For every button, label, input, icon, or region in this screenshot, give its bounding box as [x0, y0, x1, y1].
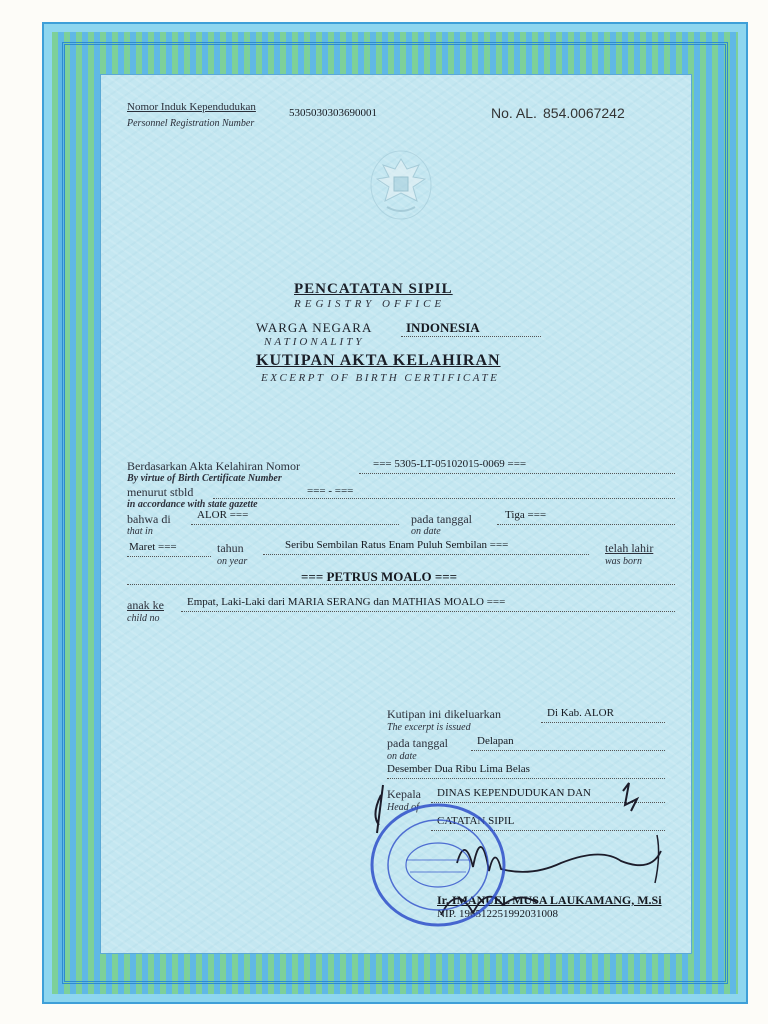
child-name-dots [127, 584, 675, 585]
nationality-label: WARGA NEGARA [256, 320, 373, 335]
birthdate-value: Tiga === [505, 509, 547, 521]
official-nip: NIP. 196512251992031008 [437, 908, 559, 920]
office-title: PENCATATAN SIPIL [294, 281, 453, 297]
document-title: KUTIPAN AKTA KELAHIRAN [256, 352, 501, 369]
birth-year-label-en: on year [217, 556, 248, 567]
stbld-dots [213, 498, 675, 499]
born-label: telah lahir [605, 541, 654, 555]
office-title-en: REGISTRY OFFICE [294, 298, 446, 310]
stbld-label-en: in accordance with state gazette [127, 499, 258, 510]
issue-date-value-2: Desember Dua Ribu Lima Belas [387, 763, 530, 775]
birthdate-label: pada tanggal [411, 512, 472, 526]
birthplace-dots [191, 524, 399, 525]
child-order-value: Empat, Laki-Laki dari MARIA SERANG dan MATHIAS MOALO === [187, 596, 506, 608]
birth-month-dots [127, 556, 211, 557]
official-stamp-icon [366, 800, 510, 930]
child-name: === PETRUS MOALO === [301, 569, 458, 584]
birth-year-value: Seribu Sembilan Ratus Enam Puluh Sembilan === [285, 539, 509, 551]
child-order-dots [181, 611, 675, 612]
nik-label: Nomor Induk Kependudukan [127, 101, 256, 113]
cert-number-label-en: By virtue of Birth Certificate Number [127, 473, 282, 484]
head-office-value-2: CATATAN SIPIL [437, 815, 515, 827]
official-name: Ir. IMANUEL MUSA LAUKAMANG, M.Si [437, 893, 662, 907]
born-label-en: was born [605, 556, 642, 567]
head-label-en: Head of [387, 802, 419, 813]
nationality-label-en: NATIONALITY [264, 336, 365, 348]
serial-label: No. AL. [491, 105, 537, 121]
head-office-value: DINAS KEPENDUDUKAN DAN [437, 787, 591, 799]
garuda-emblem-icon [367, 147, 435, 223]
issue-date-label-en: on date [387, 751, 417, 762]
birth-year-dots [263, 554, 589, 555]
issue-date-dots [471, 750, 665, 751]
nik-value: 5305030303690001 [289, 107, 377, 119]
nationality-dots [401, 336, 541, 337]
stbld-label: menurut stbld [127, 485, 194, 499]
birthplace-value: ALOR === [197, 509, 249, 521]
head-label: Kepala [387, 787, 421, 801]
birthdate-label-en: on date [411, 526, 441, 537]
issued-value: Di Kab. ALOR [547, 707, 614, 719]
stbld-value: === - === [307, 485, 354, 497]
cert-number-label: Berdasarkan Akta Kelahiran Nomor [127, 459, 300, 473]
issue-date-label: pada tanggal [387, 736, 448, 750]
cert-number-dots [359, 473, 675, 474]
issued-dots [541, 722, 665, 723]
birthplace-label: bahwa di [127, 512, 171, 526]
birthplace-label-en: that in [127, 526, 153, 537]
nationality-value: INDONESIA [406, 320, 480, 335]
birth-year-label: tahun [217, 541, 244, 555]
nik-label-en: Personnel Registration Number [127, 118, 255, 129]
serial-value: 854.0067242 [543, 105, 625, 121]
cert-number-value: === 5305-LT-05102015-0069 === [373, 458, 527, 470]
issued-label: Kutipan ini dikeluarkan [387, 707, 501, 721]
child-order-label-en: child no [127, 613, 160, 624]
birthdate-dots [497, 524, 675, 525]
child-order-label: anak ke [127, 598, 164, 612]
issued-label-en: The excerpt is issued [387, 722, 471, 733]
issue-date-value: Delapan [477, 735, 514, 747]
birth-month-value: Maret === [129, 541, 177, 553]
document-title-en: EXCERPT OF BIRTH CERTIFICATE [261, 372, 500, 384]
